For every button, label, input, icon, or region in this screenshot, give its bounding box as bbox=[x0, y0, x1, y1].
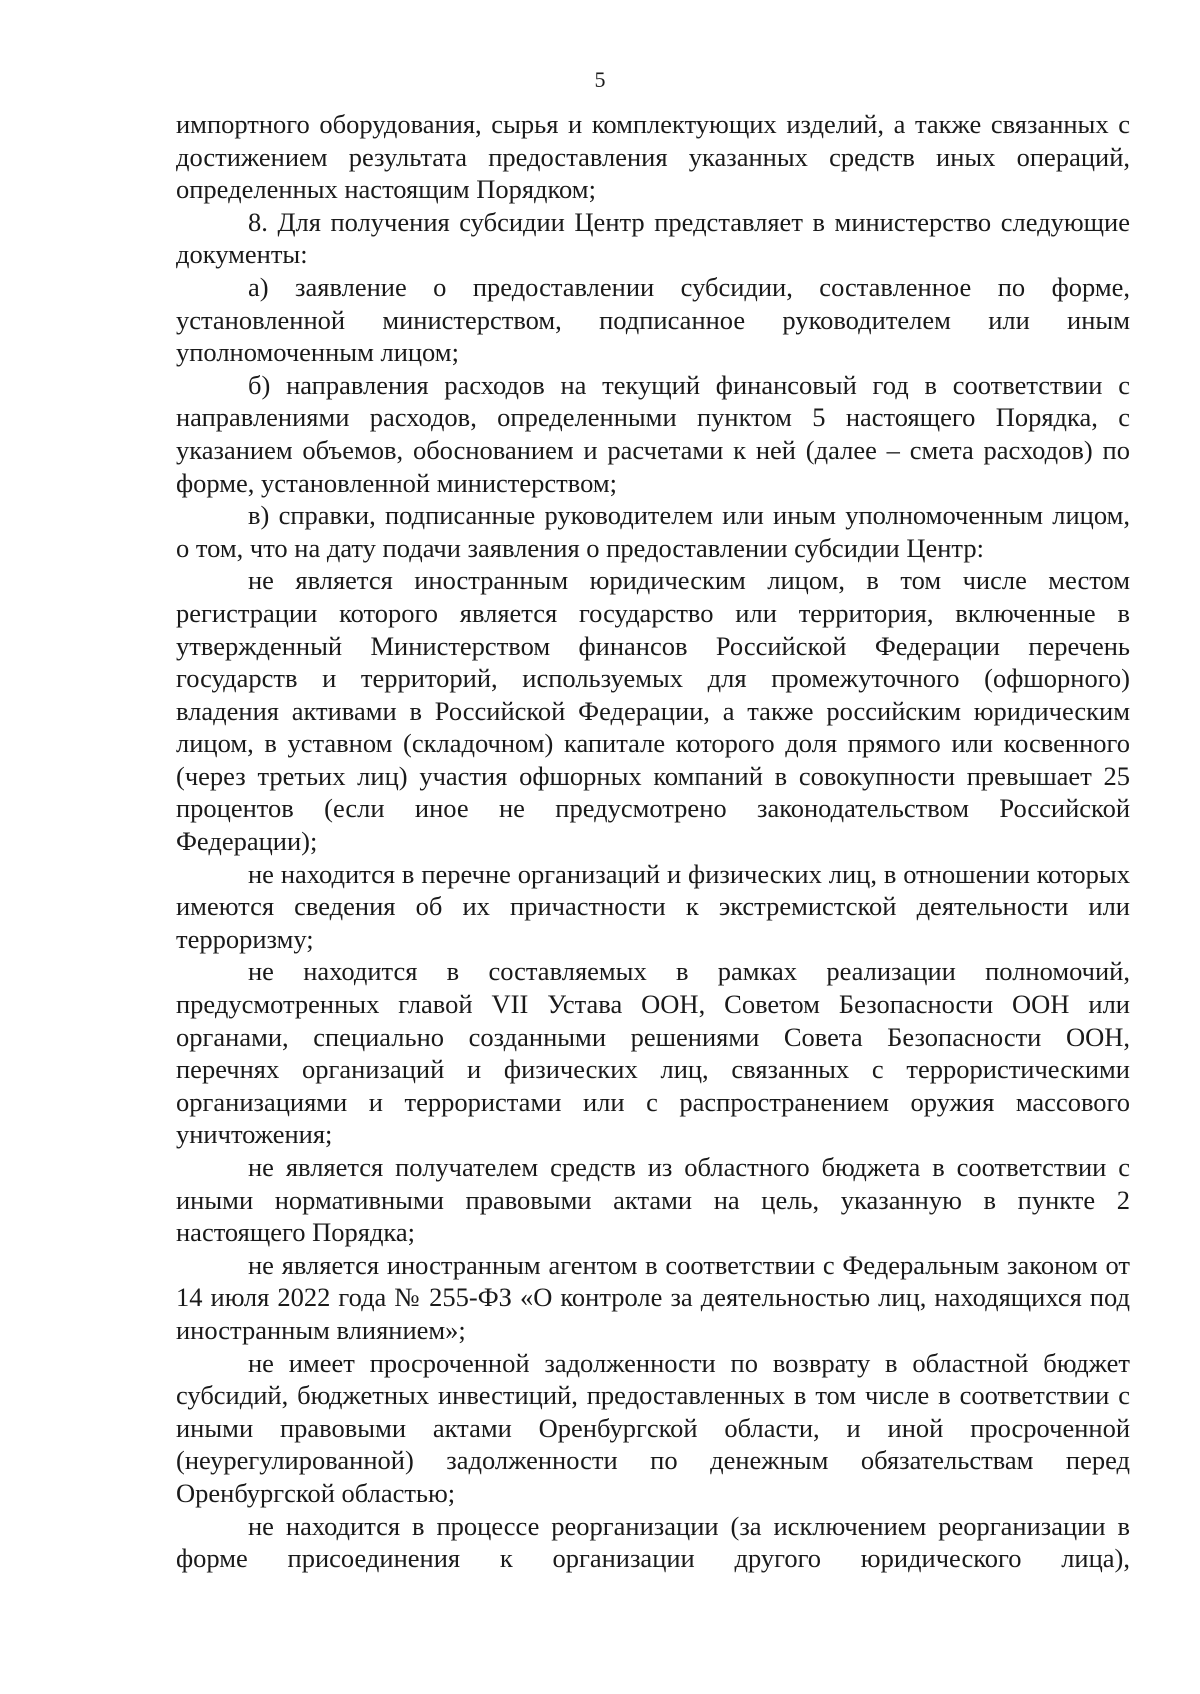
paragraph-condition-un-lists: не находится в составляемых в рамках реализации полномочий, предусмотренных главой VII Устава ООН, Советом Безопасности ООН или органами, специально созданными решениями Совета Безопасности ООН, перечнях организаций и физических лиц, связанных с террористическими организациями и террористами или с распространением оружия массового уничтожения; bbox=[176, 956, 1130, 1150]
paragraph-subitem-b: б) направления расходов на текущий финансовый год в соответствии с направлениями расходов, определенными пунктом 5 настоящего Порядка, с указанием объемов, обоснованием и расчетами к ней (далее – смета расходов) по форме, установленной министерством; bbox=[176, 369, 1130, 498]
paragraph-subitem-a: а) заявление о предоставлении субсидии, составленное по форме, установленной министерством, подписанное руководителем или иным уполномоченным лицом; bbox=[176, 271, 1130, 368]
document-body bbox=[176, 108, 1130, 1575]
paragraph-item-8: 8. Для получения субсидии Центр представляет в министерство следующие документы: bbox=[176, 206, 1130, 270]
page-number: 5 bbox=[594, 67, 606, 92]
paragraph-condition-foreign-agent: не является иностранным агентом в соответствии с Федеральным законом от 14 июля 2022 года № 255-ФЗ «О контроле за деятельностью лиц, находящихся под иностранным влиянием»; bbox=[176, 1249, 1130, 1345]
paragraph-condition-debt: не имеет просроченной задолженности по возврату в областной бюджет субсидий, бюджетных инвестиций, предоставленных в том числе в соответствии с иными правовыми актами Оренбургской области, и иной просроченной (неурегулированной) задолженности по денежным обязательствам перед Оренбургской областью; bbox=[176, 1347, 1130, 1508]
paragraph-condition-other-funds: не является получателем средств из областного бюджета в соответствии с иными нормативными правовыми актами на цель, указанную в пункте 2 настоящего Порядка; bbox=[176, 1152, 1130, 1248]
paragraph-condition-foreign-entity: не является иностранным юридическим лицом, в том числе местом регистрации которого является государство или территория, включенные в утвержденный Министерством финансов Российской Федерации перечень государств и территорий, используемых для промежуточного (офшорного) владения активами в Российской Федерации, а также российским юридическим лицом, в уставном (складочном) капитале которого доля прямого или косвенного (через третьих лиц) участия офшорных компаний в совокупности превышает 25 процентов (если иное не предусмотрено законодательством Российской Федерации); bbox=[176, 565, 1130, 857]
paragraph-condition-reorganization: не находится в процессе реорганизации (за исключением реорганизации в форме присоединения к организации другого юридического лица), bbox=[176, 1510, 1130, 1574]
paragraph-condition-extremism-list: не находится в перечне организаций и физических лиц, в отношении которых имеются сведения об их причастности к экстремистской деятельности или терроризму; bbox=[176, 858, 1130, 954]
paragraph-continuation: импортного оборудования, сырья и комплектующих изделий, а также связанных с достижением результата предоставления указанных средств иных операций, определенных настоящим Порядком; bbox=[176, 109, 1130, 205]
paragraph-subitem-v: в) справки, подписанные руководителем или иным уполномоченным лицом, о том, что на дату подачи заявления о предоставлении субсидии Центр: bbox=[176, 500, 1130, 563]
